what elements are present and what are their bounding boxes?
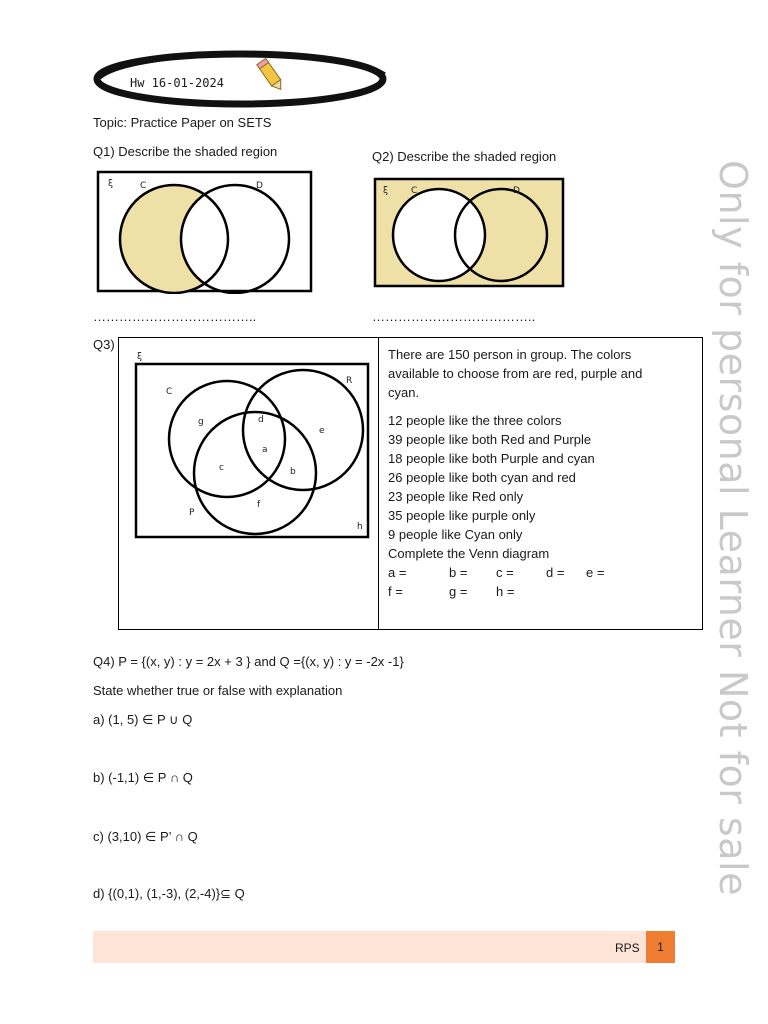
q3-set-r-label: R bbox=[346, 376, 353, 386]
q3-answer-b: b = bbox=[449, 565, 468, 580]
q3-facts-list bbox=[388, 411, 693, 563]
q2-title: Q2) Describe the shaded region bbox=[372, 149, 557, 164]
q1-universal-label: ξ bbox=[108, 179, 114, 189]
q1-venn-diagram bbox=[96, 170, 314, 294]
q3-region-h: h bbox=[357, 522, 363, 532]
q3-fact: 23 people like Red only bbox=[388, 489, 524, 504]
q3-fact: 9 people like Cyan only bbox=[388, 527, 523, 542]
page-number: 1 bbox=[646, 931, 675, 963]
q1-set-c-label: C bbox=[140, 181, 147, 191]
q2-set-c-label: C bbox=[411, 186, 418, 196]
q3-fact: 39 people like both Red and Purple bbox=[388, 432, 592, 447]
q4-part-d: d) {(0,1), (1,-3), (2,-4)}⊆ Q bbox=[93, 886, 245, 901]
q3-intro-line: cyan. bbox=[388, 385, 420, 400]
q4-part-b: b) (-1,1) ∈ P ∩ Q bbox=[93, 770, 193, 785]
q3-fact: 35 people like purple only bbox=[388, 508, 536, 523]
q3-region-f: f bbox=[257, 500, 261, 510]
q3-region-b: b bbox=[290, 467, 296, 477]
q3-intro-line: There are 150 person in group. The colors bbox=[388, 347, 632, 362]
q3-set-p-label: P bbox=[189, 508, 195, 518]
q3-set-c-label: C bbox=[166, 387, 173, 397]
q1-title: Q1) Describe the shaded region bbox=[93, 144, 278, 159]
q3-fact: 18 people like both Purple and cyan bbox=[388, 451, 595, 466]
q3-answer-f: f = bbox=[388, 584, 403, 599]
q2-set-d-label: D bbox=[513, 186, 520, 196]
q2-answer-line: ……………………………….. bbox=[372, 309, 536, 324]
homework-date-label: Hw 16-01-2024 bbox=[130, 76, 224, 90]
pencil-icon bbox=[257, 58, 286, 92]
q3-region-g: g bbox=[198, 417, 204, 427]
q3-divider bbox=[378, 337, 379, 630]
footer-bar bbox=[93, 931, 675, 963]
q4-title: Q4) P = {(x, y) : y = 2x + 3 } and Q ={(x, y) : y = -2x -1} bbox=[93, 654, 404, 669]
q3-region-c: c bbox=[219, 463, 224, 473]
q3-answer-c: c = bbox=[496, 565, 514, 580]
q3-answer-d: d = bbox=[546, 565, 565, 580]
q3-answer-g: g = bbox=[449, 584, 468, 599]
q3-answer-e: e = bbox=[586, 565, 605, 580]
footer-org: RPS bbox=[615, 941, 640, 955]
q3-region-d: d bbox=[258, 415, 264, 425]
q1-set-d-label: D bbox=[256, 181, 263, 191]
q3-region-a: a bbox=[262, 445, 268, 455]
q3-universal-label: ξ bbox=[137, 352, 143, 362]
q3-fact: Complete the Venn diagram bbox=[388, 546, 550, 561]
q3-answer-h: h = bbox=[496, 584, 515, 599]
q3-intro-line: available to choose from are red, purple and bbox=[388, 366, 643, 381]
q2-universal-label: ξ bbox=[383, 186, 389, 196]
q4-instruction: State whether true or false with explanation bbox=[93, 683, 343, 698]
topic-heading: Topic: Practice Paper on SETS bbox=[93, 115, 272, 130]
q3-region-e: e bbox=[319, 426, 325, 436]
q4-part-c: c) (3,10) ∈ P’ ∩ Q bbox=[93, 829, 198, 844]
q2-venn-diagram bbox=[373, 177, 566, 289]
q3-venn-diagram bbox=[133, 345, 373, 541]
q3-intro bbox=[388, 345, 693, 402]
watermark-text: Only for personal Learner Not for sale bbox=[711, 160, 755, 896]
q1-answer-line: ……………………………….. bbox=[93, 309, 257, 324]
q4-part-a: a) (1, 5) ∈ P ∪ Q bbox=[93, 712, 193, 727]
q3-label: Q3) bbox=[93, 337, 115, 352]
q3-answer-a: a = bbox=[388, 565, 407, 580]
q3-fact: 12 people like the three colors bbox=[388, 413, 562, 428]
q3-fact: 26 people like both cyan and red bbox=[388, 470, 576, 485]
